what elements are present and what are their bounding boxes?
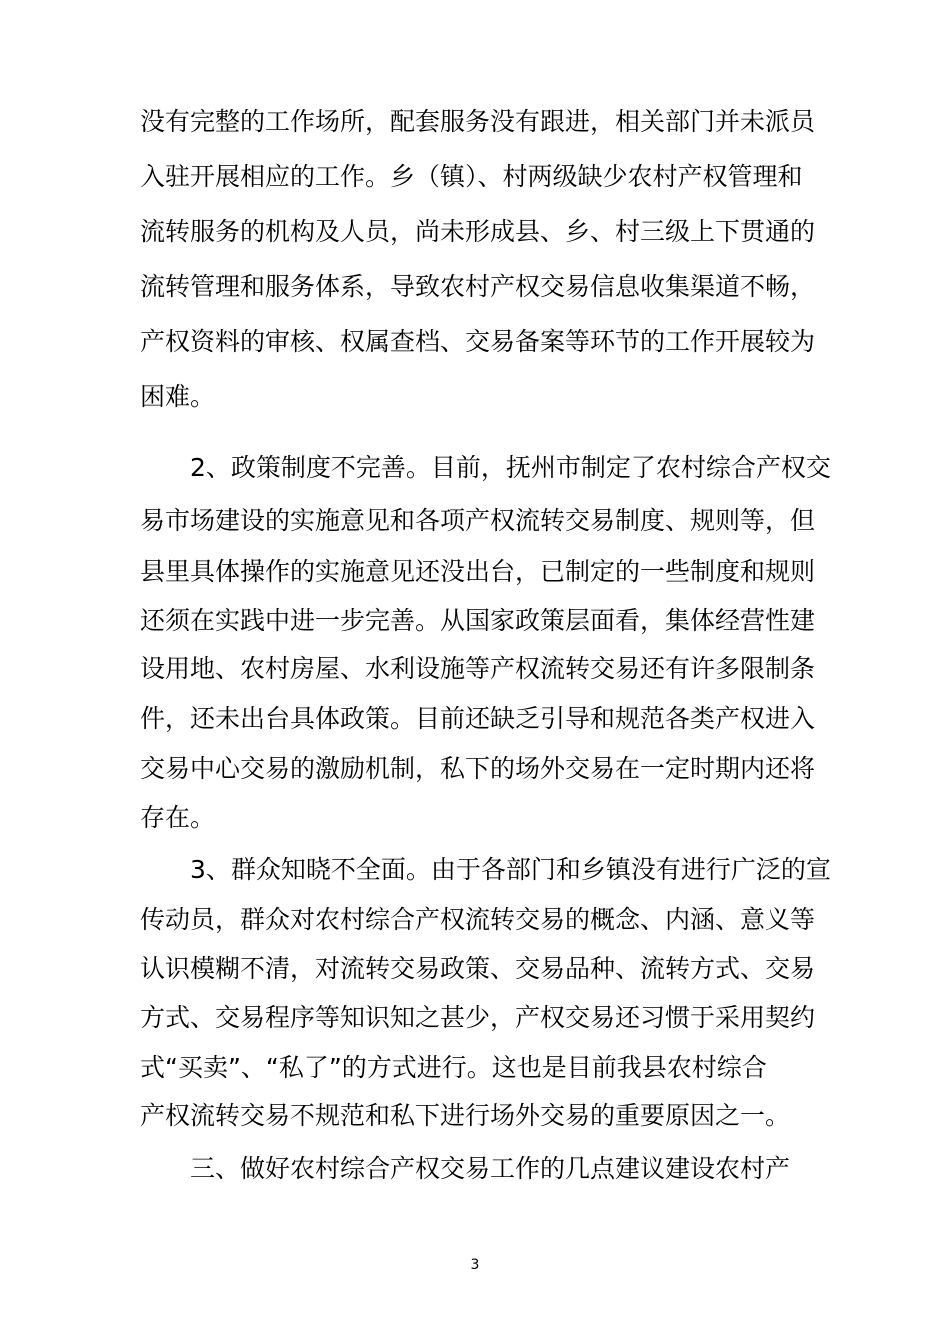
text-line: 还须在实践中进一步完善。从国家政策层面看，集体经营性建 — [140, 606, 816, 635]
text-line: 件，还未出台具体政策。目前还缺乏引导和规范各类产权进入 — [140, 704, 816, 733]
text-line: 没有完整的工作场所，配套服务没有跟进，相关部门并未派员 — [140, 107, 816, 136]
text-line: 3、群众知晓不全面。由于各部门和乡镇没有进行广泛的宣 — [190, 855, 831, 884]
text-line: 存在。 — [140, 803, 216, 832]
text-line: 困难。 — [140, 382, 216, 411]
text-line: 交易中心交易的激励机制，私下的场外交易在一定时期内还将 — [140, 754, 816, 783]
text-line: 传动员，群众对农村综合产权流转交易的概念、内涵、意义等 — [140, 905, 816, 934]
text-line: 产权流转交易不规范和私下进行场外交易的重要原因之一。 — [140, 1101, 791, 1130]
text-line: 方式、交易程序等知识知之甚少，产权交易还习惯于采用契约 — [140, 1003, 816, 1032]
section-heading: 三、做好农村综合产权交易工作的几点建议建设农村产 — [190, 1154, 791, 1183]
text-line: 认识模糊不清，对流转交易政策、交易品种、流转方式、交易 — [140, 954, 816, 983]
text-line: 入驻开展相应的工作。乡（镇）、村两级缺少农村产权管理和 — [140, 162, 803, 191]
text-line: 流转服务的机构及人员，尚未形成县、乡、村三级上下贯通的 — [140, 217, 816, 246]
text-line: 流转管理和服务体系，导致农村产权交易信息收集渠道不畅， — [140, 272, 816, 301]
text-line: 式“买卖”、“私了”的方式进行。这也是目前我县农村综合 — [140, 1053, 767, 1082]
page-number: 3 — [470, 1257, 480, 1273]
text-line: 2、政策制度不完善。目前，抚州市制定了农村综合产权交 — [190, 453, 831, 482]
text-line: 易市场建设的实施意见和各项产权流转交易制度、规则等，但 — [140, 506, 816, 535]
text-line: 县里具体操作的实施意见还没出台，已制定的一些制度和规则 — [140, 557, 816, 586]
text-line: 产权资料的审核、权属查档、交易备案等环节的工作开展较为 — [140, 327, 816, 356]
text-line: 设用地、农村房屋、水利设施等产权流转交易还有许多限制条 — [140, 654, 816, 683]
